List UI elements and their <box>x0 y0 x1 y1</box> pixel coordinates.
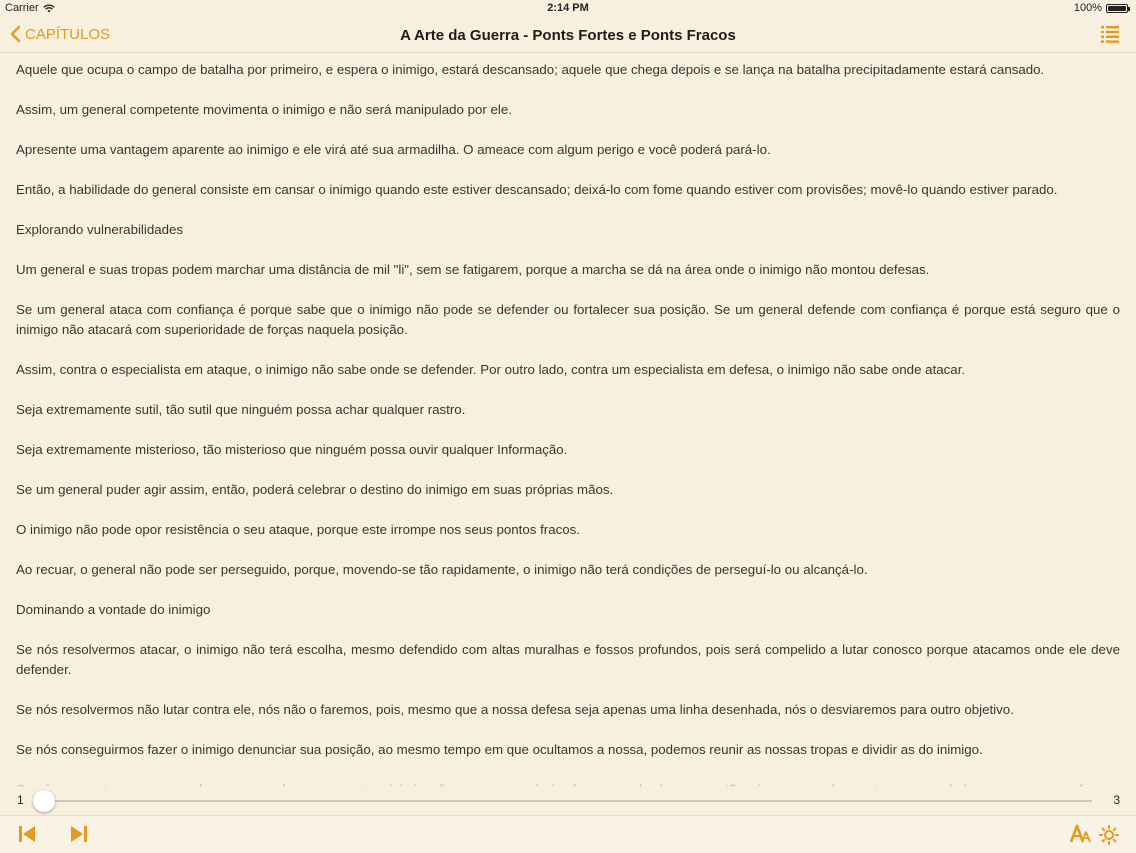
paragraph: Ao recuar, o general não pode ser perseguido, porque, movendo-se tão rapidamente, o inimigo não terá condições de perseguí-lo ou alcançá-lo. <box>16 562 868 577</box>
paragraph: Se nós resolvermos atacar, o inimigo não terá escolha, mesmo defendido com altas muralhas e fossos profundos, pois será compelido a lutar conosco porque atacamos onde ele deve defender. <box>16 642 1120 677</box>
brightness-button[interactable] <box>1099 825 1119 850</box>
list-icon <box>1100 24 1120 44</box>
paragraph: Se nós resolvermos não lutar contra ele, nós não o faremos, pois, mesmo que a nossa defesa seja apenas uma linha desenhada, nós o desviaremos para outro objetivo. <box>16 702 1014 717</box>
paragraph: Se nós conseguirmos fazer o inimigo denunciar sua posição, ao mesmo tempo em que ocultamos a nossa, podemos reunir as nossas tropas e dividir as do inimigo. <box>16 742 983 757</box>
page-slider[interactable] <box>44 800 1092 802</box>
slider-max-label: 3 <box>1113 793 1120 807</box>
chapters-list-button[interactable] <box>1100 24 1120 49</box>
battery-fill <box>1108 6 1126 11</box>
carrier-label: Carrier <box>5 2 39 14</box>
nav-bar <box>0 18 1136 53</box>
status-time: 2:14 PM <box>547 2 589 14</box>
paragraph: Assim, contra o especialista em ataque, o inimigo não sabe onde se defender. Por outro lado, contra um especialista em defesa, o inimigo não sabe onde atacar. <box>16 362 966 377</box>
previous-chapter-button[interactable] <box>18 825 36 848</box>
paragraph: Então, a habilidade do general consiste em cansar o inimigo quando este estiver descansado; deixá-lo com fome quando estiver com provisões; movê-lo quando estiver parado. <box>16 182 1058 197</box>
next-chapter-button[interactable] <box>70 825 88 848</box>
paragraph: Seja extremamente misterioso, tão misterioso que ninguém possa ouvir qualquer Informação. <box>16 442 568 457</box>
section-heading: Dominando a vontade do inimigo <box>16 602 211 617</box>
battery-percent: 100% <box>1073 2 1102 14</box>
paragraph: Um general e suas tropas podem marchar uma distância de mil "li", sem se fatigarem, porque a marcha se dá na área onde o inimigo não montou defesas. <box>16 262 930 277</box>
font-settings-button[interactable] <box>1070 825 1092 848</box>
paragraph: Aquele que ocupa o campo de batalha por primeiro, e espera o inimigo, estará descansado; aquele que chega depois e se lança na batalha precipitadamente estará cansado. <box>16 62 1045 77</box>
back-button-label: CAPÍTULOS <box>25 25 111 43</box>
paragraph: Seja extremamente sutil, tão sutil que ninguém possa achar qualquer rastro. <box>16 402 466 417</box>
chapter-content <box>16 52 1120 787</box>
paragraph: Se um general puder agir assim, então, poderá celebrar o destino do inimigo em suas próprias mãos. <box>16 482 614 497</box>
paragraph: Assim, um general competente movimenta o inimigo e não será manipulado por ele. <box>16 102 512 117</box>
status-bar <box>0 0 1136 18</box>
skip-next-icon <box>70 825 88 843</box>
page-slider-area <box>0 787 1136 815</box>
paragraph: Apresente uma vantagem aparente ao inimigo e ele virá até sua armadilha. O ameace com algum perigo e você poderá pará-lo. <box>16 142 771 157</box>
font-size-icon <box>1070 825 1092 843</box>
slider-thumb[interactable] <box>33 790 55 812</box>
bottom-toolbar <box>0 815 1136 853</box>
brightness-icon <box>1099 825 1119 845</box>
section-heading: Explorando vulnerabilidades <box>16 222 184 237</box>
paragraph: O inimigo não pode opor resistência o seu ataque, porque este irrompe nos seus pontos fracos. <box>16 522 580 537</box>
battery-icon <box>1106 4 1128 13</box>
chapter-title: A Arte da Guerra - Ponts Fortes e Ponts Fracos <box>400 27 736 44</box>
skip-previous-icon <box>18 825 36 843</box>
battery-indicator <box>1074 2 1128 14</box>
paragraph: Se um general ataca com confiança é porque sabe que o inimigo não pode se defender ou fortalecer sua posição. Se um general defende com confiança é porque está seguro que o inimigo não atacará com superioridade de forças naquela posição. <box>16 302 1120 337</box>
slider-min-label: 1 <box>17 793 24 807</box>
